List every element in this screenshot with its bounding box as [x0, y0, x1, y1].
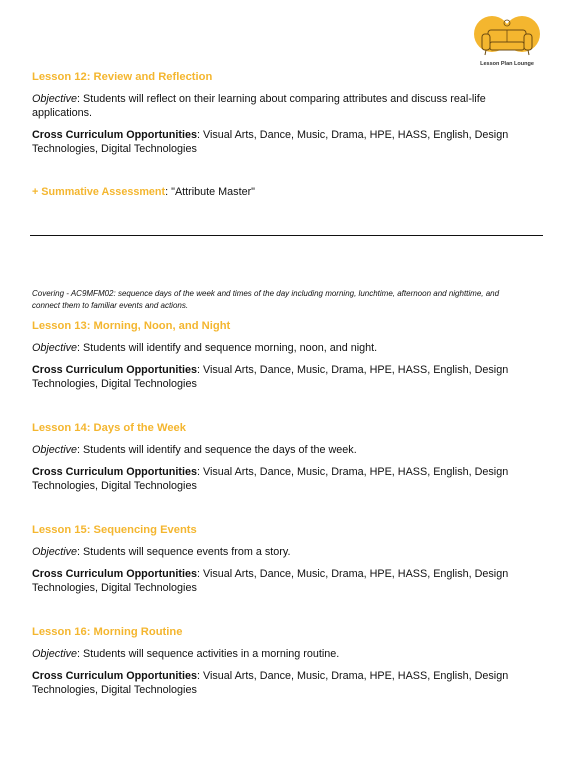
lessons-section — [32, 320, 537, 728]
lesson-12-objective — [32, 92, 537, 120]
objective-label: Objective — [32, 444, 78, 456]
cross-curriculum-label: Cross Curriculum Opportunities — [32, 129, 197, 141]
lesson-15-block — [32, 524, 537, 595]
cross-curriculum-text: : Visual Arts, Dance, Music, Drama, HPE, HASS, English, Design Technologies, Digital Technologies — [32, 129, 509, 155]
summative-assessment — [32, 186, 537, 198]
lesson-14-cross-curriculum — [32, 465, 537, 493]
objective-label: Objective — [32, 342, 78, 354]
cross-curriculum-text: : Visual Arts, Dance, Music, Drama, HPE, HASS, English, Design Technologies, Digital Technologies — [32, 568, 509, 594]
objective-label: Objective — [32, 648, 78, 660]
section-divider — [30, 235, 543, 236]
lesson-13-cross-curriculum — [32, 363, 537, 391]
lesson-15-objective — [32, 545, 537, 559]
logo-text: Lesson Plan Lounge — [480, 61, 534, 67]
lesson-13-block — [32, 320, 537, 391]
lesson-14-objective — [32, 443, 537, 457]
covering-note — [32, 288, 527, 311]
objective-text: : Students will sequence activities in a morning routine. — [77, 648, 340, 660]
objective-text: : Students will reflect on their learning about comparing attributes and discuss real-life applications. — [32, 93, 486, 119]
sofa-icon — [472, 14, 542, 62]
cross-curriculum-text: : Visual Arts, Dance, Music, Drama, HPE, HASS, English, Design Technologies, Digital Technologies — [32, 466, 509, 492]
lesson-12-cross-curriculum — [32, 128, 537, 156]
cross-curriculum-label: Cross Curriculum Opportunities — [32, 568, 197, 580]
lesson-16-objective — [32, 647, 537, 661]
lesson-15-title: Lesson 15: Sequencing Events — [32, 524, 197, 536]
objective-text: : Students will sequence events from a story. — [77, 546, 291, 558]
cross-curriculum-text: : Visual Arts, Dance, Music, Drama, HPE, HASS, English, Design Technologies, Digital Technologies — [32, 670, 509, 696]
cross-curriculum-label: Cross Curriculum Opportunities — [32, 466, 197, 478]
lesson-13-objective — [32, 341, 537, 355]
lesson-14-block — [32, 422, 537, 493]
objective-text: : Students will identify and sequence morning, noon, and night. — [77, 342, 378, 354]
lesson-16-cross-curriculum — [32, 669, 537, 697]
covering-label: Covering — [32, 289, 65, 298]
cross-curriculum-text: : Visual Arts, Dance, Music, Drama, HPE, HASS, English, Design Technologies, Digital Technologies — [32, 364, 509, 390]
lesson-12-title: Lesson 12: Review and Reflection — [32, 71, 213, 83]
objective-label: Objective — [32, 93, 78, 105]
lesson-13-title: Lesson 13: Morning, Noon, and Night — [32, 320, 231, 332]
summative-assessment-text: : "Attribute Master" — [165, 186, 256, 198]
lesson-14-title: Lesson 14: Days of the Week — [32, 422, 186, 434]
lesson-plan-lounge-logo — [472, 14, 542, 70]
lesson-15-cross-curriculum — [32, 567, 537, 595]
cross-curriculum-label: Cross Curriculum Opportunities — [32, 364, 197, 376]
covering-text: - AC9MFM02: sequence days of the week and times of the day including morning, lunchtime, afternoon and nighttime, and connect them to familiar events and actions. — [32, 289, 500, 310]
lesson-16-title: Lesson 16: Morning Routine — [32, 626, 183, 638]
summative-assessment-label: + Summative Assessment — [32, 186, 166, 198]
objective-label: Objective — [32, 546, 78, 558]
objective-text: : Students will identify and sequence the days of the week. — [77, 444, 357, 456]
cross-curriculum-label: Cross Curriculum Opportunities — [32, 670, 197, 682]
lesson-16-block — [32, 626, 537, 697]
lesson-12-block — [32, 71, 537, 198]
